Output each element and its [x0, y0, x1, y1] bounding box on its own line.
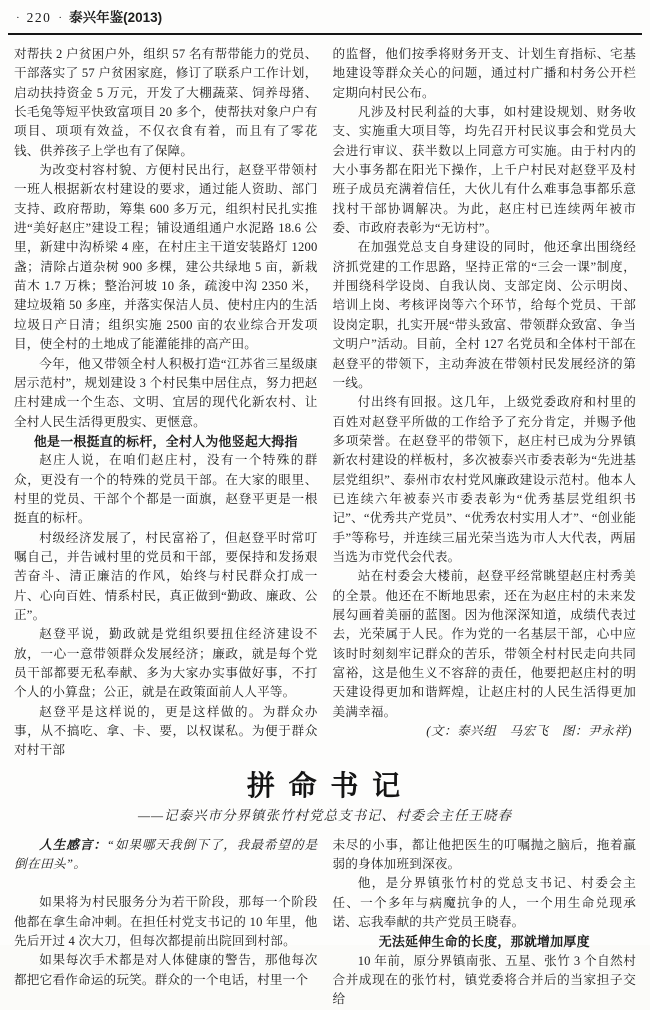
paragraph: 赵庄人说，在咱们赵庄村，没有一个特殊的群众，更没有一个的特殊的党员干部。在大家的眼里、村里的党员、干部个个都是一面旗，赵登平更是一根挺直的标杆。	[14, 453, 318, 526]
motto-label: 人生感言：	[39, 837, 107, 852]
bullet-separator: ·	[58, 12, 63, 24]
section-heading: 无法延伸生命的长度，那就增加厚度	[378, 934, 590, 950]
paragraph: 如果将为村民服务分为若干阶段，那每一个阶段他都在拿生命冲刺。在担任村党支书记的 10 年里，他先后开过 4 次大刀，但每次都提前出院回到村部。	[14, 895, 318, 949]
section-heading: 他是一根挺直的标杆，全村人为他竖起大拇指	[33, 433, 298, 449]
paragraph: 10 年前，原分界镇南张、五星、张竹 3 个自然村合并成现在的张竹村，镇党委将合并后的当家担子交给	[332, 953, 636, 1007]
page-number: 220	[26, 10, 52, 25]
paragraph: 未尽的小事，都让他把医生的叮嘱抛之脑后，拖着羸弱的身体加班到深夜。	[332, 837, 636, 872]
byline-credit: (文：泰兴组 马宏飞 图：尹永祥)	[426, 724, 632, 739]
paragraph: 的监督，他们按季将财务开支、计划生育指标、宅基地建设等群众关心的问题，通过村广播和村务公开栏定期向村民公布。	[332, 47, 636, 100]
article-subtitle: ——记泰兴市分界镇张竹村党总支书记、村委会主任王晓春	[137, 807, 512, 823]
paragraph: 在加强党总支自身建设的同时，他还拿出围绕经济抓党建的工作思路，坚持正常的“三会一课”制度，并围绕科学设岗、自我认岗、支部定岗、公示明岗、培训上岗、考核评岗等六个环节，给每个党员、干部设岗定职，扎实开展“带头致富、带领群众致富、争当文明户”活动。目前，全村 127 名党员和全体村干部在赵登平的带领下，主动奔波在带领村民发展经济的第一线。	[332, 240, 636, 390]
page-header	[0, 0, 650, 31]
article1-right-column	[333, 45, 637, 761]
paragraph: 付出终有回报。这几年，上级党委政府和村里的百姓对赵登平所做的工作给予了充分肯定，并赐予他多项荣誉。在赵登平的带领下，赵庄村已成为分界镇新农村建设的样板村，多次被泰兴市委表彰为“先进基层党组织”、泰州市农村党风廉政建设示范村。他本人已连续六年被泰兴市委表彰为“优秀基层党组织书记”、“优秀共产党员”、“优秀农村实用人才”、“创业能手”等称号，并连续三届光荣当选为市人大代表，两届当选为市党代会代表。	[332, 395, 636, 564]
paragraph: 如果每次手术都是对人体健康的警告，那他每次都把它看作命运的玩笑。群众的一个电话，村里一个	[14, 953, 318, 987]
article2-title-block	[0, 770, 650, 824]
paragraph: 赵登平说，勤政就是党组织要扭住经济建设不放，一心一意带领群众发展经济；廉政，就是每个党员干部都要无私奉献、多为大家办实事做好事，不打个人的小算盘；公正，就是在政策面前人人平等。	[14, 627, 318, 700]
book-title: 泰兴年鉴(2013)	[69, 10, 163, 25]
article1-columns	[0, 35, 650, 761]
paragraph: 他，是分界镇张竹村的党总支书记、村委会主任、一个多年与病魔抗争的人，一个用生命兑现承诺、忘我奉献的共产党员王晓春。	[332, 876, 636, 930]
paragraph: 赵登平是这样说的，更是这样做的。为群众办事，从不搞吃、拿、卡、要，以权谋私。为便于群众对村干部	[14, 704, 318, 758]
article1-left-column	[14, 45, 318, 761]
paragraph: 对帮扶 2 户贫困户外，组织 57 名有帮带能力的党员、干部落实了 57 户贫困家庭，修订了联系户工作计划，启动扶持资金 5 万元，开发了大棚蔬菜、饲养母猪、长毛兔等短平快致富项目 20 多个，使帮扶对象户户有项目、项项有效益，不仅衣食有着，而且有了零花钱、供养孩子上学也有了保障。	[14, 47, 318, 158]
paragraph: 今年，他又带领全村人积极打造“江苏省三星级康居示范村”，规划建设 3 个村民集中居住点，努力把赵庄村建成一个生态、文明、宜居的现代化新农村、让全村人民生活得更殷实、更惬意。	[14, 356, 318, 429]
life-motto: 人生感言：“如果哪天我倒下了，我最希望的是倒在田头”。	[14, 837, 318, 872]
paragraph: 凡涉及村民利益的大事，如村建设规划、财务收支、实施重大项目等，均先召开村民议事会和党员大会进行审议、获半数以上同意方可实施。由于村内的大小事务都在阳光下操作，上千户村民对赵登平及村班子成员充满着信任，大伙儿有什么难事急事都乐意找村干部协调解决。为此，赵庄村已连续两年被市委、市政府表彰为“无访村”。	[332, 105, 636, 236]
article-title: 拼 命 书 记	[246, 769, 404, 801]
bullet-separator: ·	[16, 12, 20, 24]
paragraph: 站在村委会大楼前，赵登平经常眺望赵庄村秀美的全景。他还在不断地思索，还在为赵庄村的未来发展勾画着美丽的蓝图。因为他深深知道，成绩代表过去，光荣属于人民。作为党的一名基层干部，心中应该时时刻刻牢记群众的苦乐，带领全村村民走向共同富裕，这是他生义不容辞的责任，他要把赵庄村的明天建设得更加和谐辉煌，让赵庄村的人民生活得更加美满幸福。	[332, 569, 636, 719]
paragraph: 为改变村容村貌、方便村民出行，赵登平带领村一班人根据新农村建设的要求，通过能人资助、部门支持、政府帮助，筹集 600 多万元，组织村民扎实推进“美好赵庄”建设工程；铺设通组通户水泥路 18.6 公里，新建中沟桥梁 4 座，在村庄主干道安装路灯 1200 盏；清除占道杂树 900 多棵，建公共绿地 5 亩，新栽苗木 1.7 万株；整治河坡 10 条，疏浚中沟 2350 米，建垃圾箱 50 多座，并落实保洁人员、使村庄内的生活垃圾日产日清；组织实施 2500 亩的农业综合开发项目，使全村的土地成了能灌能排的高产田。	[14, 163, 318, 352]
article2-left-column	[14, 836, 318, 1010]
article2-right-column	[333, 836, 637, 1010]
article2-columns	[0, 824, 650, 1010]
paragraph: 村级经济发展了，村民富裕了，但赵登平时常叮嘱自己，并告诫村里的党员和干部，要保持和发扬艰苦奋斗、清正廉洁的作风，始终与村民群众打成一片、心向百姓、情系村民，真正做到“勤政、廉政、公正”。	[14, 530, 318, 622]
